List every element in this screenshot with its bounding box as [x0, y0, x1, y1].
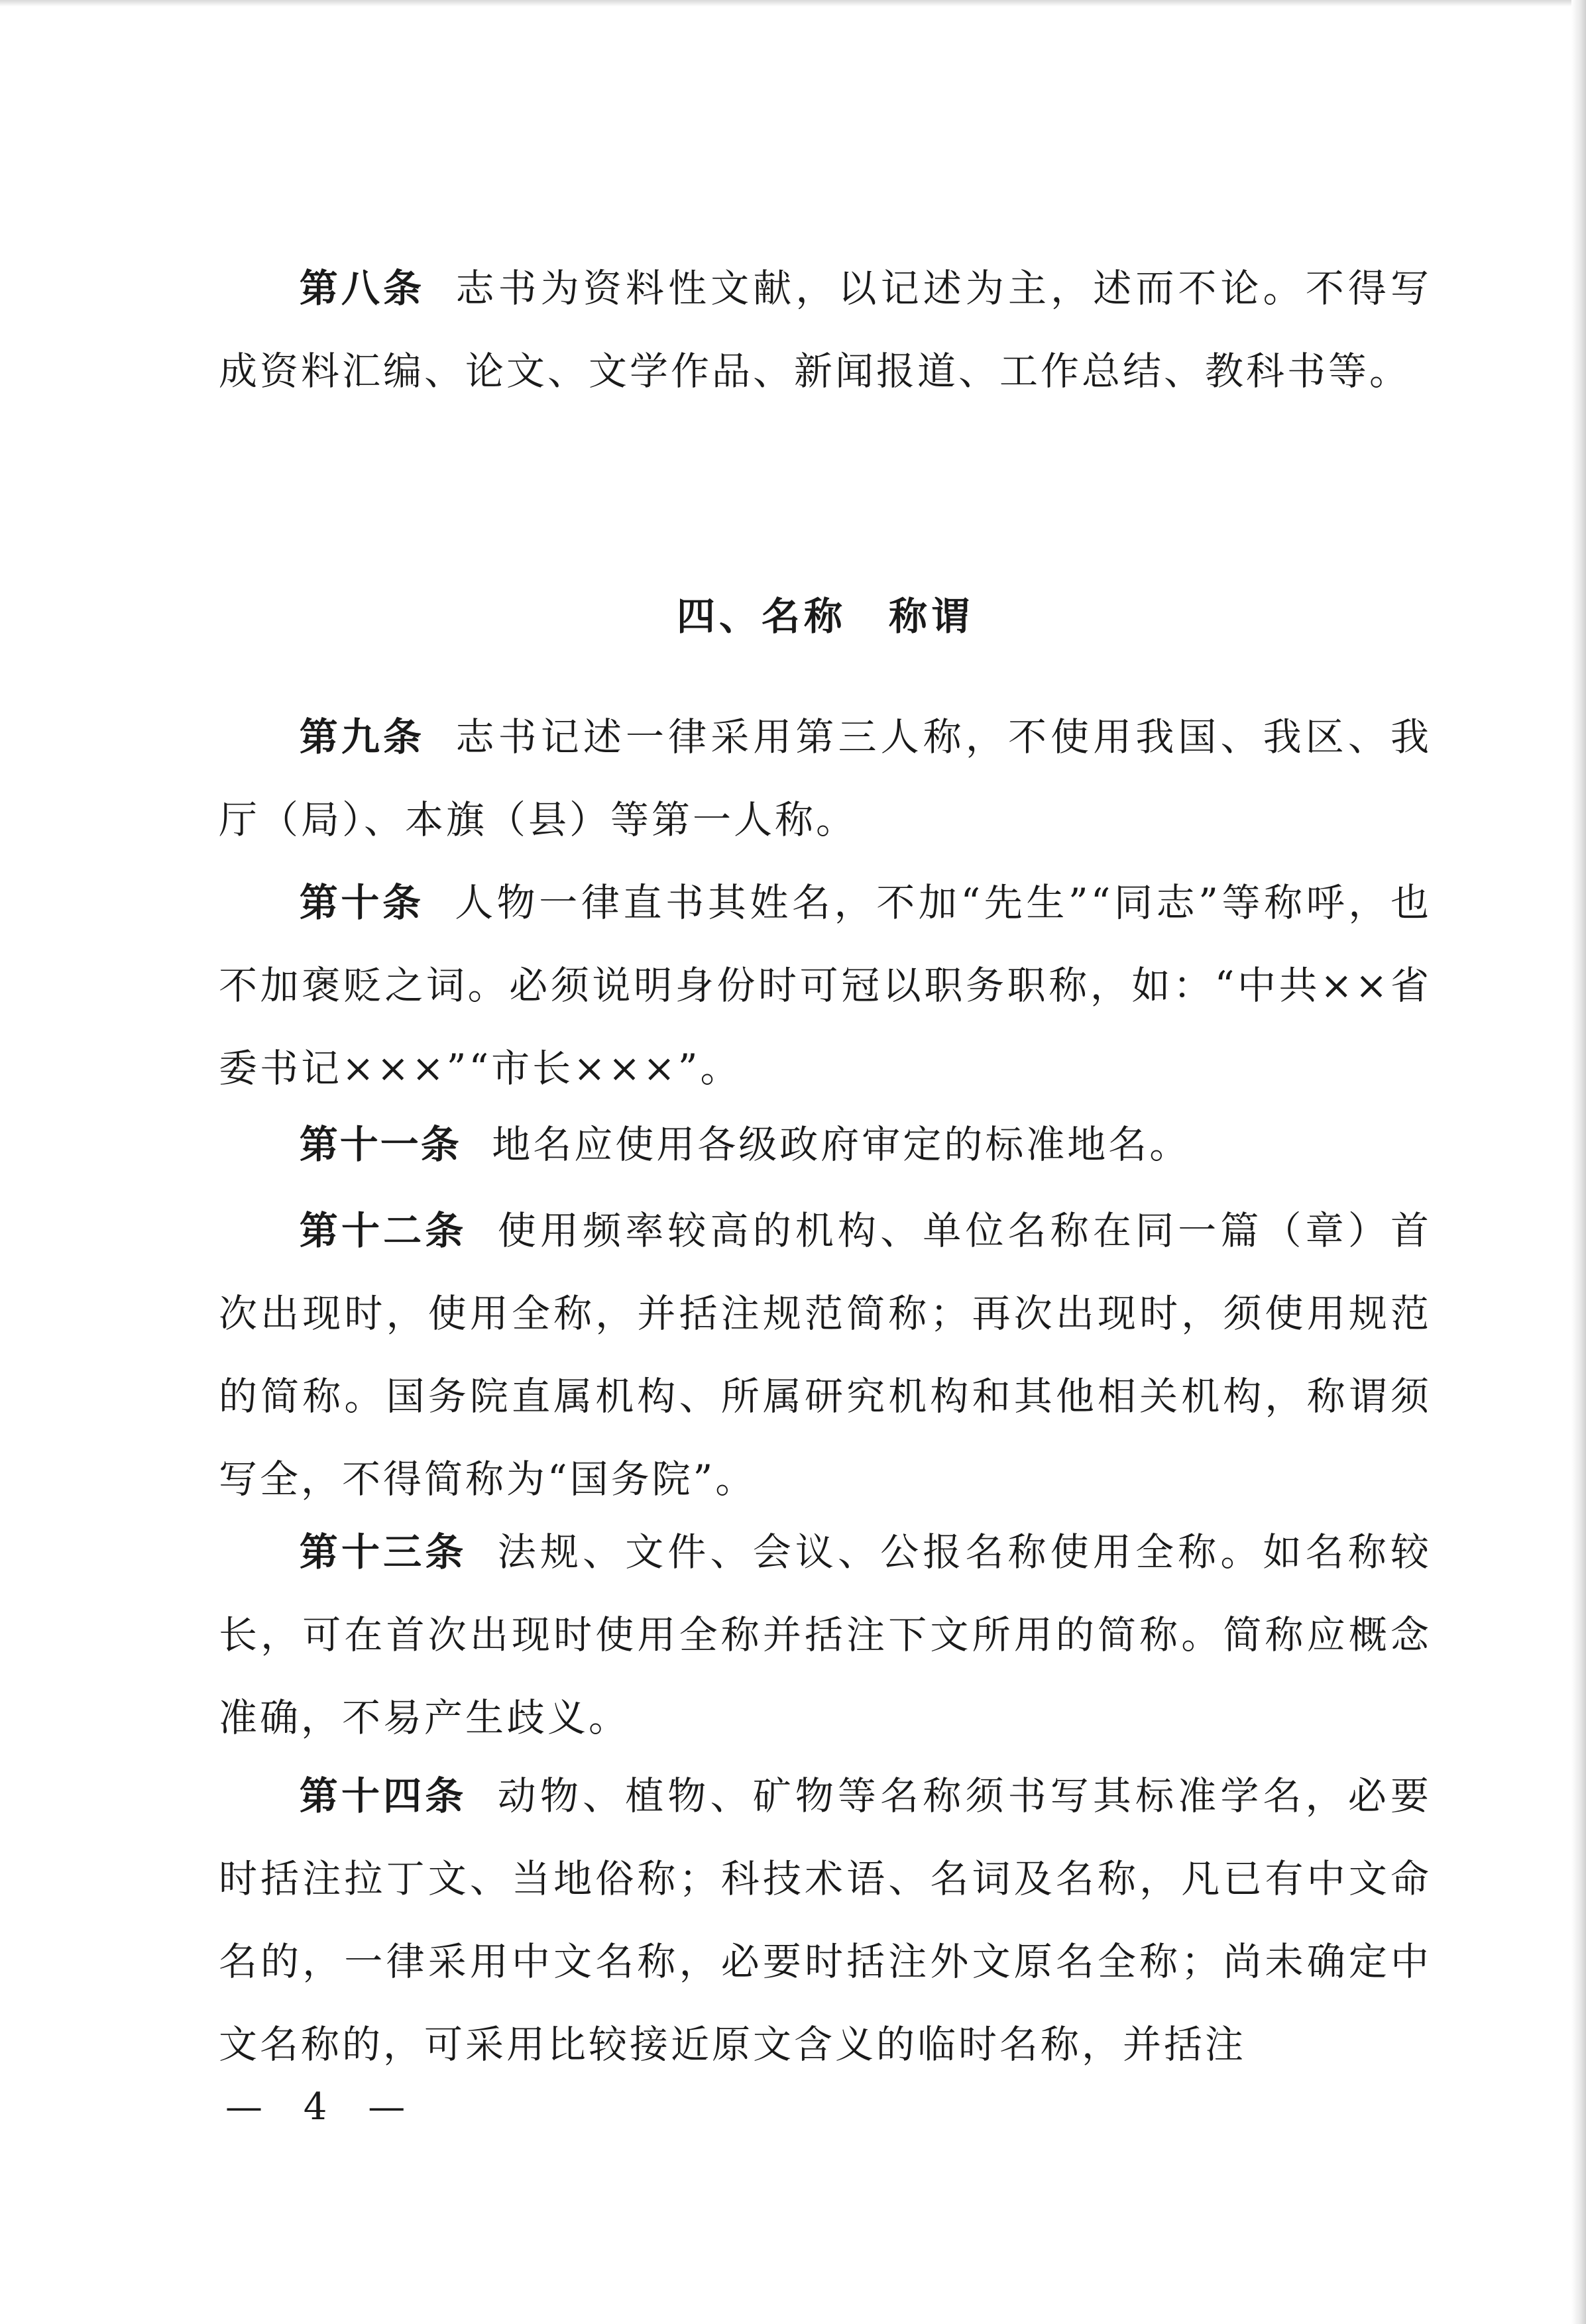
article-14: [219, 1755, 1432, 2086]
section-heading: 四、名称 称谓: [676, 594, 974, 639]
article-10: [219, 861, 1432, 1110]
article-label: 第八条: [299, 266, 425, 311]
article-9: [219, 696, 1432, 861]
article-8: [219, 247, 1432, 413]
scan-right-edge: [1571, 0, 1586, 2324]
article-text: 使用频率较高的机构、单位名称在同一篇（章）首次出现时，使用全称，并括注规范简称；再次出现时，须使用规范的简称。国务院直属机构、所属研究机构和其他相关机构，称谓须写全，不得简称为“国务院”。: [219, 1208, 1432, 1502]
article-12: [219, 1190, 1432, 1521]
article-label: 第十三条: [299, 1529, 467, 1575]
article-13: [219, 1511, 1432, 1759]
article-text: 法规、文件、会议、公报名称使用全称。如名称较长，可在首次出现时使用全称并括注下文所用的简称。简称应概念准确，不易产生歧义。: [219, 1529, 1432, 1740]
page-number: — 4 —: [225, 2085, 420, 2129]
article-label: 第十条: [299, 880, 424, 925]
article-11: [219, 1103, 1432, 1186]
article-text: 志书为资料性文献，以记述为主，述而不论。不得写成资料汇编、论文、文学作品、新闻报道、工作总结、教科书等。: [219, 266, 1432, 394]
article-text: 人物一律直书其姓名，不加“先生”“同志”等称呼，也不加褒贬之词。必须说明身份时可冠以职务职称，如：“中共××省委书记×××”“市长×××”。: [219, 880, 1432, 1091]
article-text: 动物、植物、矿物等名称须书写其标准学名，必要时括注拉丁文、当地俗称；科技术语、名词及名称，凡已有中文命名的，一律采用中文名称，必要时括注外文原名全称；尚未确定中文名称的，可采用比较接近原文含义的临时名称，并括注: [219, 1773, 1432, 2067]
article-text: 地名应使用各级政府审定的标准地名。: [492, 1122, 1191, 1167]
article-text: 志书记述一律采用第三人称，不使用我国、我区、我厅（局）、本旗（县）等第一人称。: [219, 714, 1432, 842]
article-label: 第九条: [299, 714, 425, 759]
article-label: 第十二条: [299, 1208, 467, 1253]
article-label: 第十四条: [299, 1773, 467, 1818]
article-label: 第十一条: [299, 1122, 461, 1167]
scan-top-edge: [0, 0, 1586, 7]
